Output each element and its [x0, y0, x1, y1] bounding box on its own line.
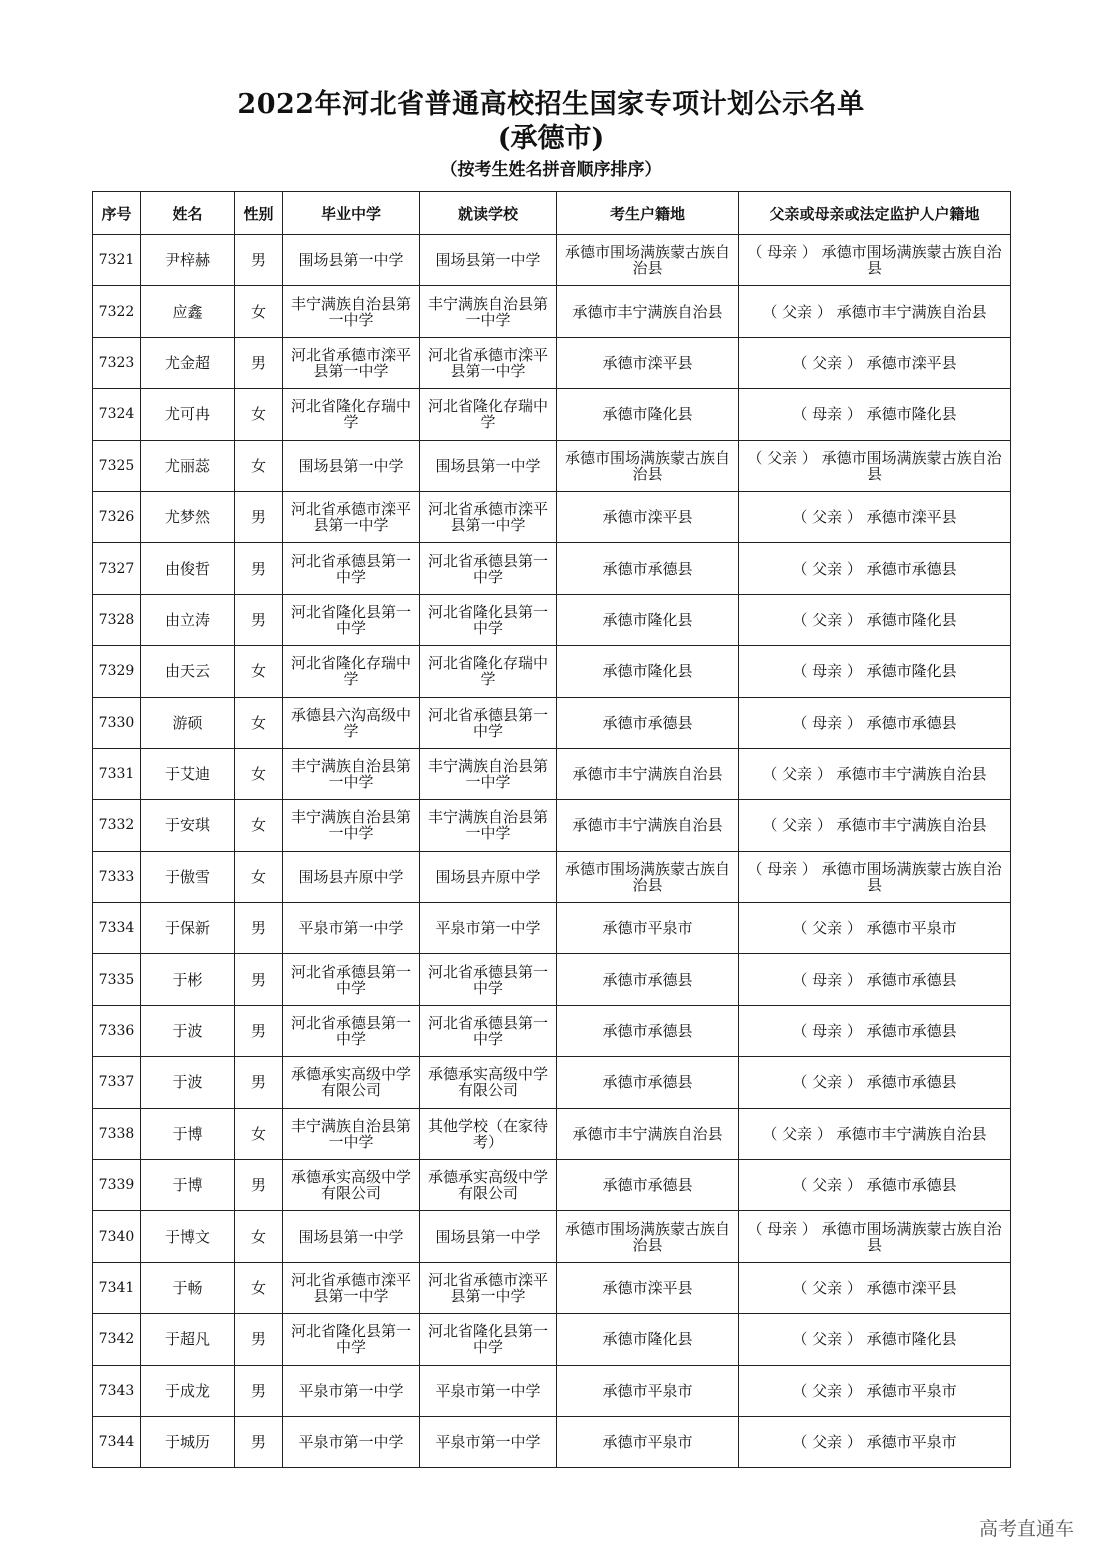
- cell-name: 尹梓赫: [141, 235, 235, 286]
- cell-guardian-household: （ 母亲 ） 承德市承德县: [739, 1005, 1011, 1056]
- cell-guardian-household: （ 父亲 ） 承德市丰宁满族自治县: [739, 748, 1011, 799]
- cell-guardian-household: （ 父亲 ） 承德市围场满族蒙古族自治县: [739, 440, 1011, 491]
- cell-guardian-household: （ 母亲 ） 承德市承德县: [739, 697, 1011, 748]
- header-guardian-household: 父亲或母亲或法定监护人户籍地: [739, 192, 1011, 235]
- cell-household: 承德市围场满族蒙古族自治县: [557, 1211, 739, 1262]
- cell-household: 承德市平泉市: [557, 903, 739, 954]
- cell-gender: 男: [235, 337, 283, 388]
- header-current-school: 就读学校: [420, 192, 557, 235]
- cell-seq: 7343: [93, 1365, 141, 1416]
- cell-gender: 男: [235, 903, 283, 954]
- cell-name: 于博文: [141, 1211, 235, 1262]
- header-graduated-school: 毕业中学: [283, 192, 420, 235]
- cell-graduated-school: 丰宁满族自治县第一中学: [283, 1108, 420, 1159]
- cell-current-school: 河北省承德市滦平县第一中学: [420, 1262, 557, 1313]
- cell-current-school: 围场县第一中学: [420, 440, 557, 491]
- cell-household: 承德市滦平县: [557, 491, 739, 542]
- cell-current-school: 河北省承德县第一中学: [420, 697, 557, 748]
- cell-graduated-school: 河北省隆化县第一中学: [283, 1314, 420, 1365]
- cell-household: 承德市隆化县: [557, 389, 739, 440]
- watermark-text: 高考直通车: [978, 1518, 1074, 1540]
- table-row: [93, 748, 1011, 799]
- table-row: [93, 1108, 1011, 1159]
- table-row: [93, 594, 1011, 645]
- cell-gender: 女: [235, 1262, 283, 1313]
- cell-seq: 7330: [93, 697, 141, 748]
- cell-household: 承德市承德县: [557, 954, 739, 1005]
- cell-graduated-school: 承德县六沟高级中学: [283, 697, 420, 748]
- header-name: 姓名: [141, 192, 235, 235]
- cell-seq: 7344: [93, 1416, 141, 1467]
- cell-current-school: 河北省承德市滦平县第一中学: [420, 337, 557, 388]
- cell-current-school: 平泉市第一中学: [420, 1416, 557, 1467]
- cell-household: 承德市丰宁满族自治县: [557, 800, 739, 851]
- page-title: 2022年河北省普通高校招生国家专项计划公示名单: [237, 89, 865, 120]
- cell-graduated-school: 平泉市第一中学: [283, 1365, 420, 1416]
- cell-gender: 女: [235, 286, 283, 337]
- cell-graduated-school: 河北省承德市滦平县第一中学: [283, 1262, 420, 1313]
- cell-graduated-school: 河北省承德县第一中学: [283, 1005, 420, 1056]
- cell-seq: 7335: [93, 954, 141, 1005]
- table-row: [93, 1160, 1011, 1211]
- cell-graduated-school: 河北省承德县第一中学: [283, 543, 420, 594]
- cell-guardian-household: （ 父亲 ） 承德市承德县: [739, 543, 1011, 594]
- cell-name: 于成龙: [141, 1365, 235, 1416]
- cell-gender: 男: [235, 954, 283, 1005]
- cell-household: 承德市滦平县: [557, 1262, 739, 1313]
- cell-graduated-school: 河北省承德市滦平县第一中学: [283, 491, 420, 542]
- cell-graduated-school: 丰宁满族自治县第一中学: [283, 286, 420, 337]
- cell-current-school: 平泉市第一中学: [420, 1365, 557, 1416]
- cell-seq: 7336: [93, 1005, 141, 1056]
- table-row: [93, 491, 1011, 542]
- cell-gender: 男: [235, 491, 283, 542]
- table-row: [93, 543, 1011, 594]
- cell-name: 尤金超: [141, 337, 235, 388]
- cell-gender: 男: [235, 594, 283, 645]
- cell-current-school: 丰宁满族自治县第一中学: [420, 800, 557, 851]
- cell-gender: 男: [235, 235, 283, 286]
- cell-household: 承德市围场满族蒙古族自治县: [557, 235, 739, 286]
- cell-graduated-school: 承德承实高级中学有限公司: [283, 1057, 420, 1108]
- cell-guardian-household: （ 母亲 ） 承德市围场满族蒙古族自治县: [739, 235, 1011, 286]
- cell-gender: 女: [235, 697, 283, 748]
- cell-name: 由天云: [141, 646, 235, 697]
- cell-name: 于城历: [141, 1416, 235, 1467]
- cell-guardian-household: （ 父亲 ） 承德市承德县: [739, 1160, 1011, 1211]
- cell-name: 尤可冉: [141, 389, 235, 440]
- cell-graduated-school: 河北省隆化县第一中学: [283, 594, 420, 645]
- table-body: [93, 235, 1011, 1468]
- cell-name: 于畅: [141, 1262, 235, 1313]
- cell-guardian-household: （ 父亲 ） 承德市滦平县: [739, 491, 1011, 542]
- cell-household: 承德市围场满族蒙古族自治县: [557, 851, 739, 902]
- cell-graduated-school: 河北省承德县第一中学: [283, 954, 420, 1005]
- cell-seq: 7338: [93, 1108, 141, 1159]
- cell-gender: 女: [235, 389, 283, 440]
- cell-current-school: 河北省承德市滦平县第一中学: [420, 491, 557, 542]
- cell-name: 于超凡: [141, 1314, 235, 1365]
- cell-current-school: 丰宁满族自治县第一中学: [420, 286, 557, 337]
- cell-graduated-school: 河北省隆化存瑞中学: [283, 389, 420, 440]
- cell-name: 于波: [141, 1057, 235, 1108]
- cell-guardian-household: （ 父亲 ） 承德市承德县: [739, 1057, 1011, 1108]
- cell-gender: 男: [235, 1416, 283, 1467]
- table-row: [93, 235, 1011, 286]
- table-row: [93, 286, 1011, 337]
- cell-graduated-school: 平泉市第一中学: [283, 903, 420, 954]
- cell-guardian-household: （ 母亲 ） 承德市围场满族蒙古族自治县: [739, 1211, 1011, 1262]
- table-row: [93, 697, 1011, 748]
- cell-household: 承德市承德县: [557, 543, 739, 594]
- cell-household: 承德市平泉市: [557, 1365, 739, 1416]
- cell-seq: 7324: [93, 389, 141, 440]
- cell-current-school: 平泉市第一中学: [420, 903, 557, 954]
- cell-seq: 7339: [93, 1160, 141, 1211]
- cell-graduated-school: 丰宁满族自治县第一中学: [283, 748, 420, 799]
- cell-gender: 男: [235, 1365, 283, 1416]
- cell-name: 于博: [141, 1108, 235, 1159]
- header-seq: 序号: [93, 192, 141, 235]
- cell-graduated-school: 河北省隆化存瑞中学: [283, 646, 420, 697]
- cell-name: 于安琪: [141, 800, 235, 851]
- cell-gender: 女: [235, 646, 283, 697]
- cell-guardian-household: （ 父亲 ） 承德市平泉市: [739, 1416, 1011, 1467]
- cell-current-school: 河北省隆化存瑞中学: [420, 389, 557, 440]
- cell-household: 承德市承德县: [557, 697, 739, 748]
- cell-current-school: 河北省隆化县第一中学: [420, 1314, 557, 1365]
- cell-guardian-household: （ 父亲 ） 承德市平泉市: [739, 903, 1011, 954]
- table-row: [93, 1262, 1011, 1313]
- cell-name: 于艾迪: [141, 748, 235, 799]
- cell-seq: 7328: [93, 594, 141, 645]
- cell-household: 承德市丰宁满族自治县: [557, 1108, 739, 1159]
- cell-current-school: 丰宁满族自治县第一中学: [420, 748, 557, 799]
- cell-current-school: 围场县第一中学: [420, 235, 557, 286]
- table-row: [93, 1211, 1011, 1262]
- cell-gender: 男: [235, 543, 283, 594]
- table-row: [93, 1365, 1011, 1416]
- cell-seq: 7322: [93, 286, 141, 337]
- cell-household: 承德市承德县: [557, 1057, 739, 1108]
- cell-seq: 7323: [93, 337, 141, 388]
- cell-graduated-school: 丰宁满族自治县第一中学: [283, 800, 420, 851]
- cell-household: 承德市隆化县: [557, 1314, 739, 1365]
- cell-current-school: 其他学校（在家待考）: [420, 1108, 557, 1159]
- cell-household: 承德市平泉市: [557, 1416, 739, 1467]
- cell-seq: 7329: [93, 646, 141, 697]
- cell-guardian-household: （ 父亲 ） 承德市丰宁满族自治县: [739, 1108, 1011, 1159]
- cell-name: 尤丽蕊: [141, 440, 235, 491]
- cell-household: 承德市围场满族蒙古族自治县: [557, 440, 739, 491]
- cell-name: 于博: [141, 1160, 235, 1211]
- cell-guardian-household: （ 母亲 ） 承德市承德县: [739, 954, 1011, 1005]
- cell-current-school: 河北省隆化县第一中学: [420, 594, 557, 645]
- table-row: [93, 1057, 1011, 1108]
- cell-current-school: 围场县卉原中学: [420, 851, 557, 902]
- cell-seq: 7326: [93, 491, 141, 542]
- cell-current-school: 河北省隆化存瑞中学: [420, 646, 557, 697]
- cell-name: 于波: [141, 1005, 235, 1056]
- cell-gender: 男: [235, 1057, 283, 1108]
- cell-guardian-household: （ 父亲 ） 承德市隆化县: [739, 1314, 1011, 1365]
- cell-seq: 7321: [93, 235, 141, 286]
- cell-guardian-household: （ 父亲 ） 承德市滦平县: [739, 337, 1011, 388]
- cell-guardian-household: （ 母亲 ） 承德市隆化县: [739, 646, 1011, 697]
- cell-household: 承德市丰宁满族自治县: [557, 286, 739, 337]
- table-row: [93, 851, 1011, 902]
- cell-household: 承德市隆化县: [557, 646, 739, 697]
- cell-current-school: 承德承实高级中学有限公司: [420, 1160, 557, 1211]
- cell-guardian-household: （ 父亲 ） 承德市丰宁满族自治县: [739, 286, 1011, 337]
- cell-seq: 7327: [93, 543, 141, 594]
- table-row: [93, 646, 1011, 697]
- table-row: [93, 903, 1011, 954]
- cell-guardian-household: （ 父亲 ） 承德市丰宁满族自治县: [739, 800, 1011, 851]
- cell-household: 承德市丰宁满族自治县: [557, 748, 739, 799]
- cell-household: 承德市承德县: [557, 1160, 739, 1211]
- cell-seq: 7342: [93, 1314, 141, 1365]
- cell-gender: 女: [235, 1211, 283, 1262]
- cell-name: 游硕: [141, 697, 235, 748]
- cell-household: 承德市滦平县: [557, 337, 739, 388]
- sort-note: （按考生姓名拼音顺序排序）: [440, 160, 662, 180]
- cell-gender: 女: [235, 851, 283, 902]
- cell-seq: 7340: [93, 1211, 141, 1262]
- cell-gender: 女: [235, 1108, 283, 1159]
- cell-graduated-school: 围场县第一中学: [283, 235, 420, 286]
- cell-name: 尤梦然: [141, 491, 235, 542]
- cell-gender: 女: [235, 800, 283, 851]
- table-header-row: [93, 192, 1011, 235]
- cell-name: 应鑫: [141, 286, 235, 337]
- cell-name: 于彬: [141, 954, 235, 1005]
- cell-graduated-school: 围场县第一中学: [283, 440, 420, 491]
- cell-current-school: 河北省承德县第一中学: [420, 954, 557, 1005]
- table-row: [93, 337, 1011, 388]
- table-row: [93, 440, 1011, 491]
- page-subtitle-city: (承德市): [497, 123, 605, 154]
- cell-gender: 男: [235, 1005, 283, 1056]
- cell-current-school: 河北省承德县第一中学: [420, 543, 557, 594]
- cell-guardian-household: （ 父亲 ） 承德市隆化县: [739, 594, 1011, 645]
- cell-household: 承德市承德县: [557, 1005, 739, 1056]
- cell-gender: 女: [235, 440, 283, 491]
- table-row: [93, 389, 1011, 440]
- table-row: [93, 954, 1011, 1005]
- document-title-block: [0, 88, 1102, 182]
- cell-seq: 7325: [93, 440, 141, 491]
- cell-guardian-household: （ 母亲 ） 承德市围场满族蒙古族自治县: [739, 851, 1011, 902]
- table-row: [93, 1005, 1011, 1056]
- cell-name: 由立涛: [141, 594, 235, 645]
- cell-name: 由俊哲: [141, 543, 235, 594]
- cell-gender: 男: [235, 1160, 283, 1211]
- cell-graduated-school: 围场县卉原中学: [283, 851, 420, 902]
- cell-graduated-school: 围场县第一中学: [283, 1211, 420, 1262]
- cell-gender: 女: [235, 748, 283, 799]
- cell-guardian-household: （ 父亲 ） 承德市滦平县: [739, 1262, 1011, 1313]
- header-household: 考生户籍地: [557, 192, 739, 235]
- table-row: [93, 800, 1011, 851]
- cell-current-school: 承德承实高级中学有限公司: [420, 1057, 557, 1108]
- cell-graduated-school: 河北省承德市滦平县第一中学: [283, 337, 420, 388]
- cell-name: 于傲雪: [141, 851, 235, 902]
- cell-gender: 男: [235, 1314, 283, 1365]
- header-gender: 性别: [235, 192, 283, 235]
- cell-current-school: 河北省承德县第一中学: [420, 1005, 557, 1056]
- cell-guardian-household: （ 父亲 ） 承德市平泉市: [739, 1365, 1011, 1416]
- cell-guardian-household: （ 母亲 ） 承德市隆化县: [739, 389, 1011, 440]
- cell-household: 承德市隆化县: [557, 594, 739, 645]
- cell-current-school: 围场县第一中学: [420, 1211, 557, 1262]
- cell-seq: 7334: [93, 903, 141, 954]
- roster-table: [92, 191, 1011, 1468]
- cell-seq: 7332: [93, 800, 141, 851]
- cell-graduated-school: 平泉市第一中学: [283, 1416, 420, 1467]
- cell-seq: 7331: [93, 748, 141, 799]
- cell-seq: 7341: [93, 1262, 141, 1313]
- table-row: [93, 1416, 1011, 1467]
- cell-seq: 7333: [93, 851, 141, 902]
- cell-graduated-school: 承德承实高级中学有限公司: [283, 1160, 420, 1211]
- cell-name: 于保新: [141, 903, 235, 954]
- cell-seq: 7337: [93, 1057, 141, 1108]
- table-row: [93, 1314, 1011, 1365]
